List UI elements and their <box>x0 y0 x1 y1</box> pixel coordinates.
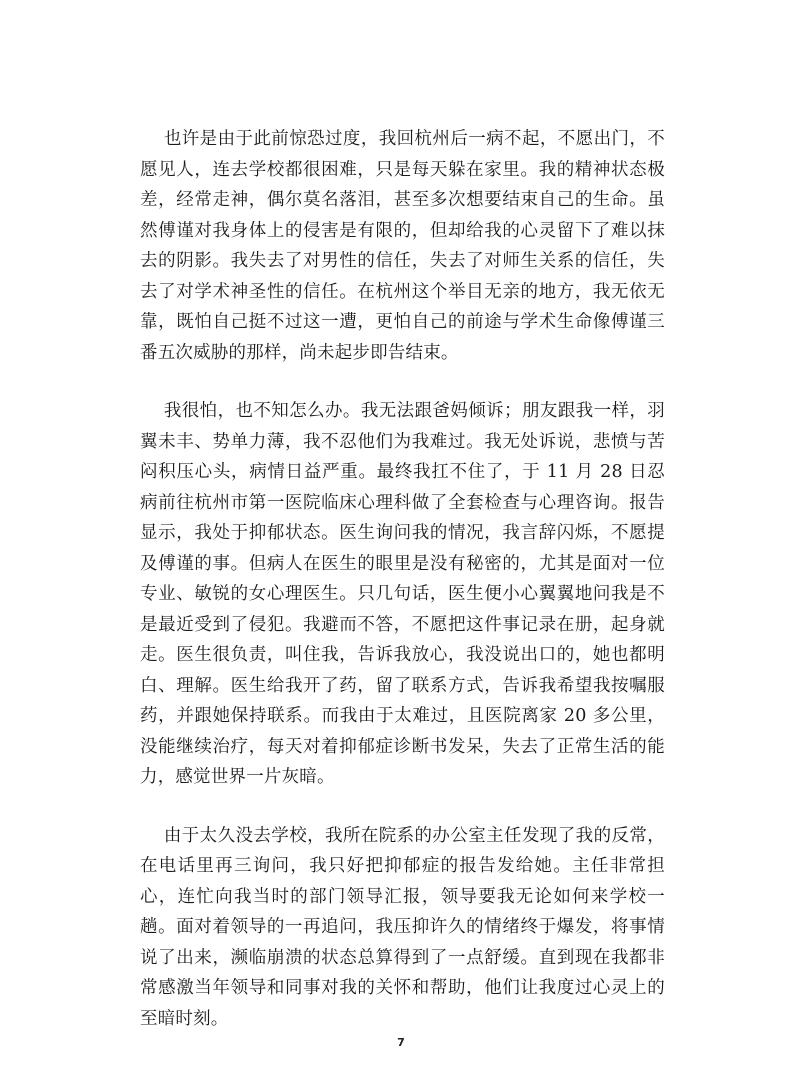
paragraph-2: 我很怕，也不知怎么办。我无法跟爸妈倾诉；朋友跟我一样，羽翼未丰、势单力薄，我不忍他们为我难过。我无处诉说，悲愤与苦闷积压心头，病情日益严重。最终我扛不住了，于 11 月 28 日忍病前往杭州市第一医院临床心理科做了全套检查与心理咨询。报告显示，我处于抑郁状态。医生询问我的情况，我言辞闪烁，不愿提及傅谨的事。但病人在医生的眼里是没有秘密的，尤其是面对一位专业、敏锐的女心理医生。只几句话，医生便小心翼翼地问我是不是最近受到了侵犯。我避而不答，不愿把这件事记录在册，起身就走。医生很负责，叫住我，告诉我放心，我没说出口的，她也都明白、理解。医生给我开了药，留了联系方式，告诉我希望我按嘱服药，并跟她保持联系。而我由于太难过，且医院离家 20 多公里，没能继续治疗，每天对着抑郁症诊断书发呆，失去了正常生活的能力，感觉世界一片灰暗。 <box>140 401 665 787</box>
document-body <box>140 124 665 1034</box>
page-number: 7 <box>397 1036 405 1049</box>
paragraph-3: 由于太久没去学校，我所在院系的办公室主任发现了我的反常，在电话里再三询问，我只好把抑郁症的报告发给她。主任非常担心，连忙向我当时的部门领导汇报，领导要我无论如何来学校一趟。面对着领导的一再追问，我压抑许久的情绪终于爆发，将事情说了出来，濒临崩溃的状态总算得到了一点舒缓。直到现在我都非常感激当年领导和同事对我的关怀和帮助，他们让我度过心灵上的至暗时刻。 <box>140 825 665 1029</box>
paragraph-1: 也许是由于此前惊恐过度，我回杭州后一病不起，不愿出门，不愿见人，连去学校都很困难，只是每天躲在家里。我的精神状态极差，经常走神，偶尔莫名落泪，甚至多次想要结束自己的生命。虽然傅谨对我身体上的侵害是有限的，但却给我的心灵留下了难以抹去的阴影。我失去了对男性的信任，失去了对师生关系的信任，失去了对学术神圣性的信任。在杭州这个举目无亲的地方，我无依无靠，既怕自己挺不过这一遭，更怕自己的前途与学术生命像傅谨三番五次威胁的那样，尚未起步即告结束。 <box>140 129 665 363</box>
